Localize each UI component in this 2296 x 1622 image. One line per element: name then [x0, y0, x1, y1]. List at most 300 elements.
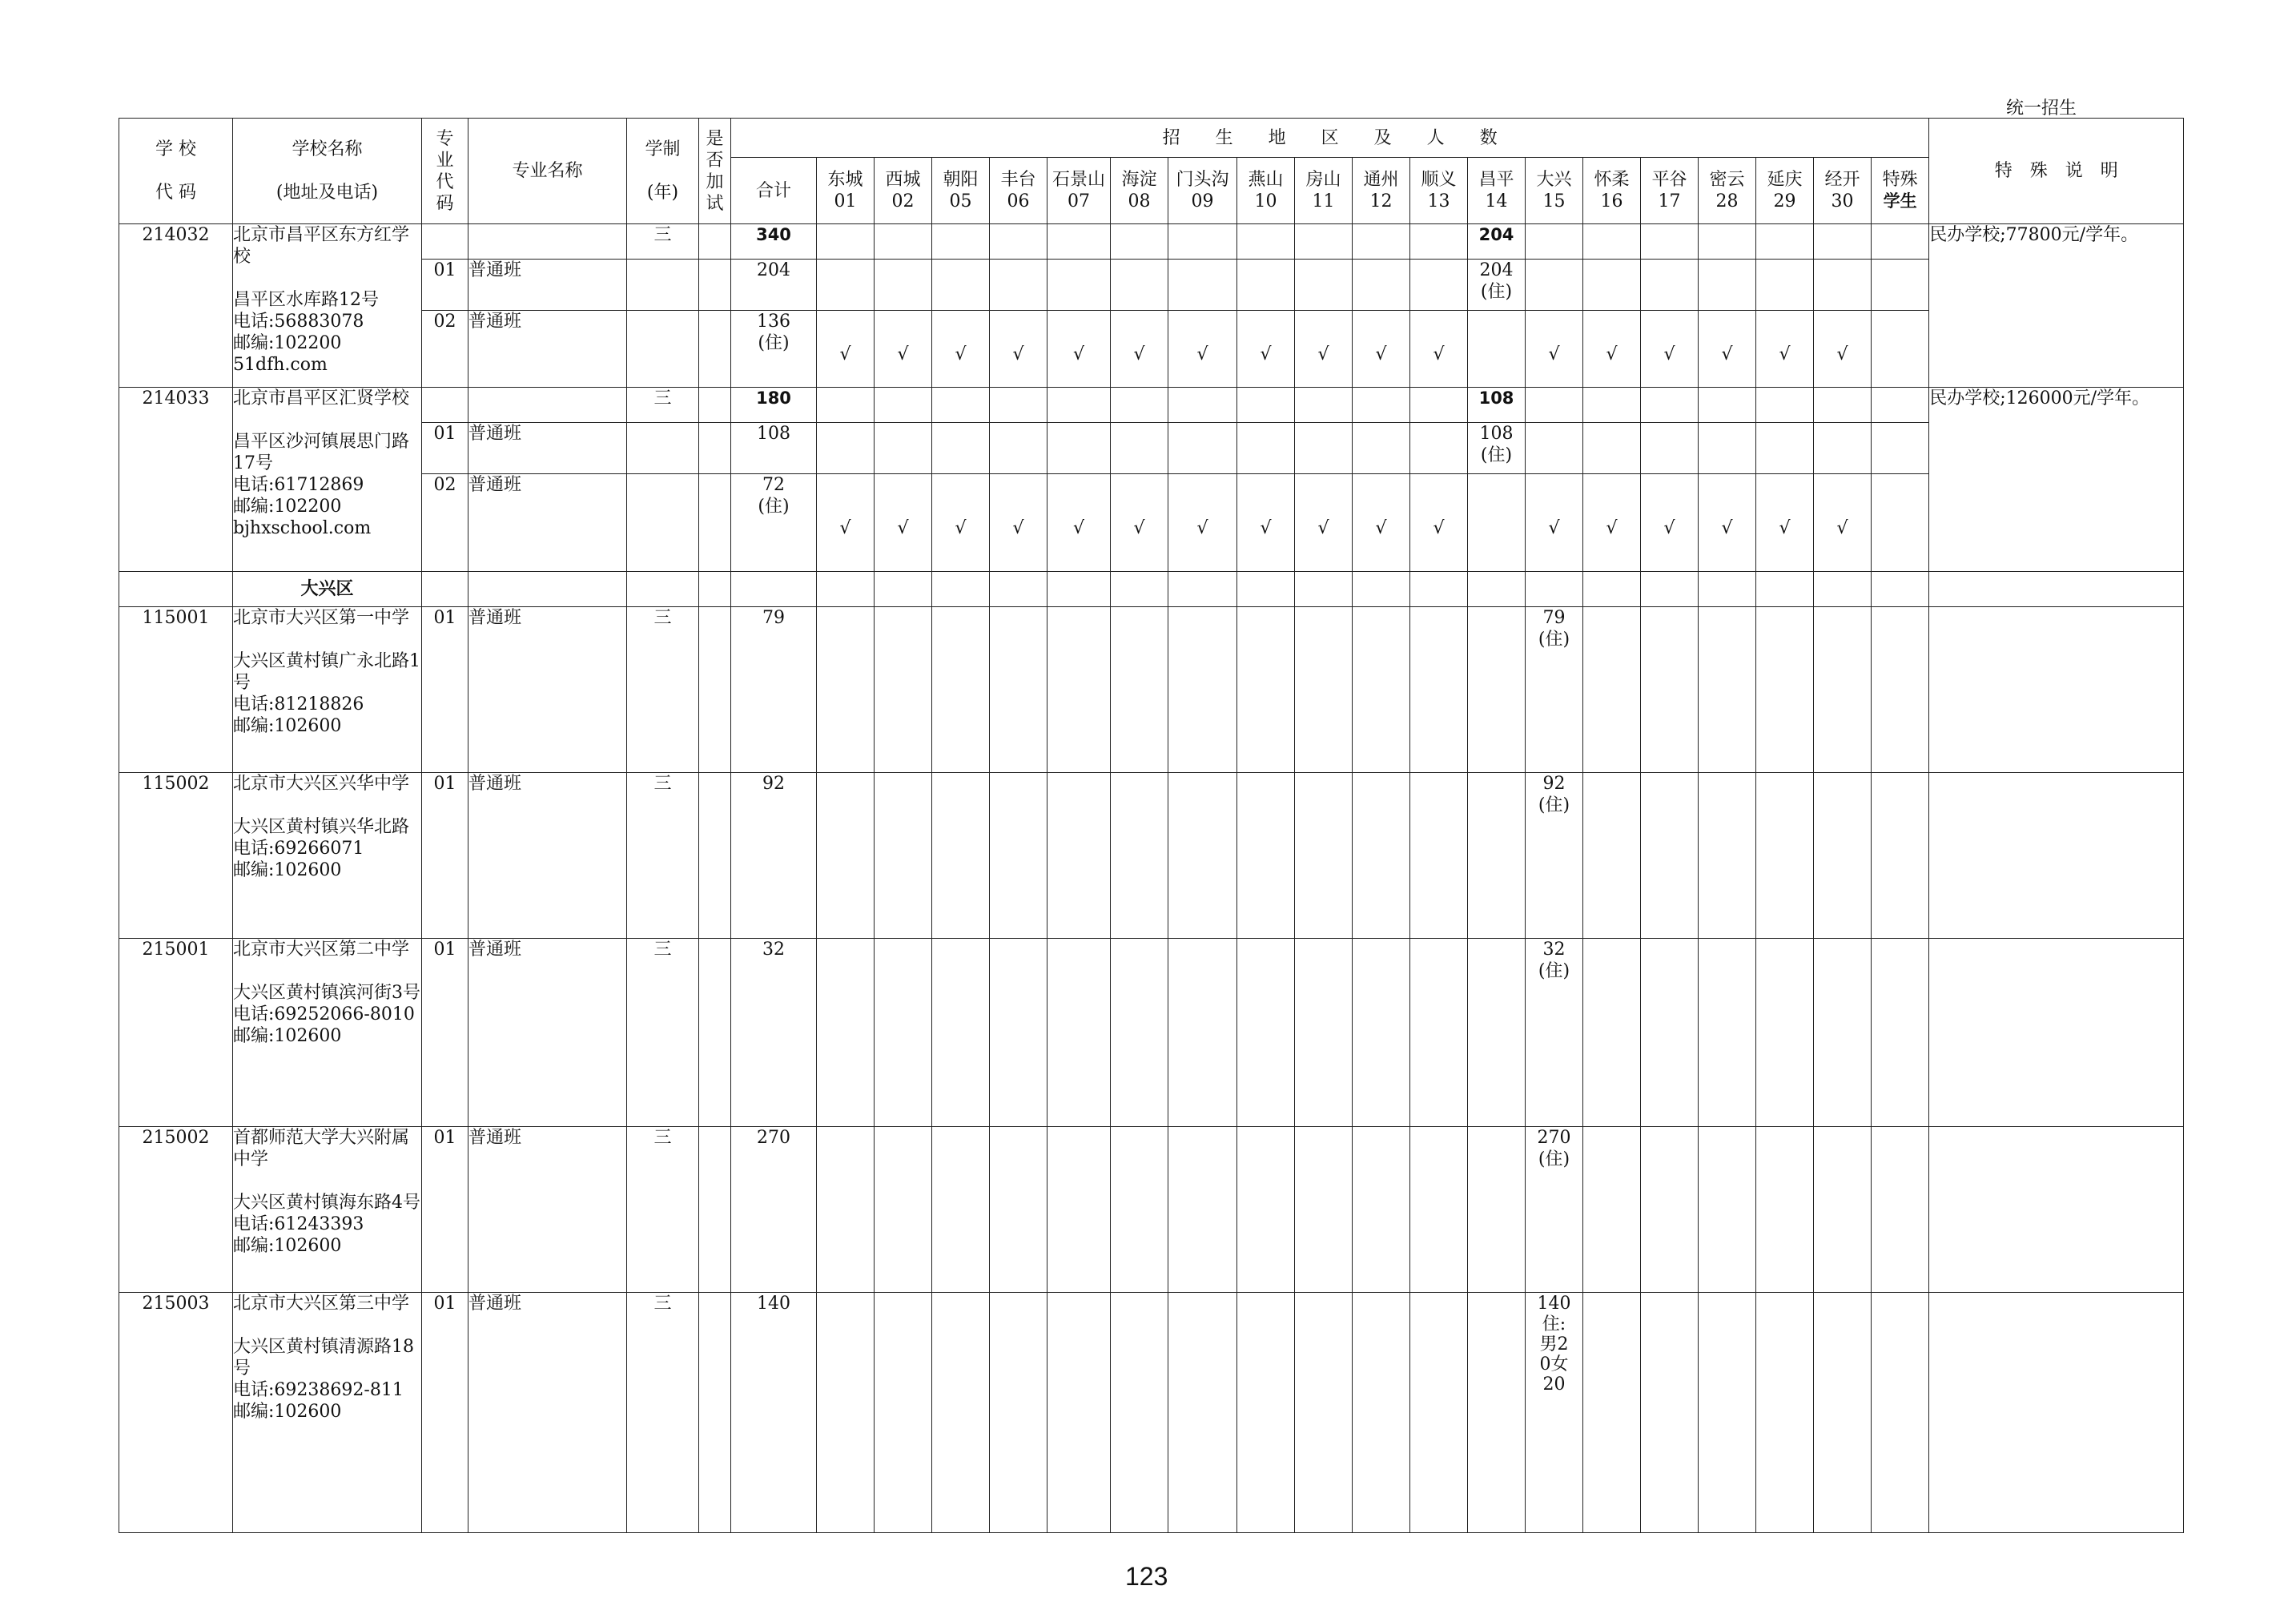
extra-test — [699, 1127, 731, 1293]
checkmark — [1814, 474, 1872, 572]
total — [731, 1293, 817, 1533]
checkmark — [875, 474, 932, 572]
special-notes — [1929, 939, 2184, 1127]
cell-text: 房山 — [1305, 170, 1341, 190]
enrollment-table — [119, 118, 2184, 1533]
cell-text: (住) — [1538, 961, 1570, 981]
cell-text: 招 生 地 区 及 人 数 — [1162, 127, 1498, 148]
region-cell — [1526, 224, 1583, 260]
cell-text: 代 码 — [155, 183, 196, 203]
page-number: 123 — [1125, 1562, 1168, 1591]
cell-text: √ — [1317, 344, 1329, 364]
region-cell — [1047, 939, 1111, 1127]
table-cell — [1047, 572, 1111, 607]
header-region — [1699, 158, 1756, 224]
header-region — [1111, 158, 1168, 224]
cell-text: 01 — [433, 424, 456, 444]
table-cell — [1699, 572, 1756, 607]
special-notes — [1929, 224, 2184, 388]
region-changping — [1468, 260, 1526, 311]
cell-text: 15 — [1542, 191, 1566, 211]
cell-text: 三 — [653, 774, 672, 794]
district-name — [233, 572, 422, 607]
region-cell — [1583, 388, 1641, 423]
cell-text: √ — [1548, 344, 1560, 364]
school-code — [119, 388, 233, 572]
major-name — [468, 388, 627, 423]
region-cell — [1295, 773, 1353, 939]
region-cell — [1756, 388, 1814, 423]
cell-text: 邮编:102600 — [233, 1026, 342, 1046]
cell-text: 01 — [834, 191, 857, 211]
cell-text: 02 — [433, 312, 456, 332]
table-cell — [817, 572, 875, 607]
region-cell — [1872, 1293, 1929, 1533]
cell-text: 17 — [1658, 191, 1681, 211]
region-cell — [1111, 260, 1168, 311]
region-cell — [1641, 224, 1699, 260]
cell-text: 79 — [1542, 608, 1566, 628]
major-name — [468, 1127, 627, 1293]
region-cell — [817, 939, 875, 1127]
cell-text: 专 — [436, 128, 454, 149]
checkmark — [1699, 311, 1756, 388]
cell-text: 05 — [949, 191, 972, 211]
header-region-title — [731, 119, 1929, 158]
cell-text: (住) — [1538, 630, 1570, 650]
cell-text: 邮编:102200 — [233, 497, 342, 517]
cell-text: 首都师范大学大兴附属中学 — [233, 1128, 410, 1169]
region-cell — [1872, 607, 1929, 773]
region-cell — [1699, 1127, 1756, 1293]
region-cell — [1410, 388, 1468, 423]
cell-text: 东城 — [827, 170, 863, 190]
cell-text: √ — [1433, 518, 1445, 538]
header-region — [1410, 158, 1468, 224]
cell-text: 三 — [653, 608, 672, 628]
cell-text: (住) — [758, 497, 790, 517]
region-cell — [1641, 1127, 1699, 1293]
table-row — [119, 773, 2184, 939]
cell-text: √ — [1260, 344, 1272, 364]
cell-text: (地址及电话) — [275, 183, 379, 203]
cell-text: 朝阳 — [943, 170, 979, 190]
header-region — [1872, 158, 1929, 224]
cell-text: 北京市昌平区东方红学校 — [233, 225, 410, 267]
cell-text: 大兴区黄村镇广永北路1号 — [233, 651, 420, 693]
cell-text: 28 — [1715, 191, 1739, 211]
header-region — [1641, 158, 1699, 224]
cell-text: 普通班 — [468, 774, 522, 794]
region-cell — [1468, 773, 1526, 939]
duration — [627, 474, 699, 572]
cell-text: 13 — [1427, 191, 1450, 211]
region-cell — [1047, 388, 1111, 423]
cell-text: 是 — [706, 128, 724, 149]
checkmark — [1353, 474, 1410, 572]
cell-text: 140 — [757, 1294, 790, 1314]
school-code — [119, 224, 233, 388]
school-name — [233, 1127, 422, 1293]
region-cell — [1111, 224, 1168, 260]
cell-text: 北京市昌平区汇贤学校 — [233, 388, 410, 409]
region-cell — [1814, 939, 1872, 1127]
table-row — [119, 388, 2184, 423]
cell-text: 大兴区黄村镇滨河街3号 — [233, 983, 420, 1003]
checkmark — [1641, 311, 1699, 388]
region-cell — [1526, 423, 1583, 474]
checkmark — [932, 474, 990, 572]
checkmark — [1168, 311, 1237, 388]
region-cell — [1699, 773, 1756, 939]
cell-text: 燕山 — [1248, 170, 1284, 190]
checkmark — [1047, 311, 1111, 388]
region-cell — [990, 388, 1047, 423]
major-name — [468, 224, 627, 260]
region-cell — [1872, 1127, 1929, 1293]
extra-test — [699, 474, 731, 572]
cell-text: √ — [839, 518, 851, 538]
cell-text: 昌平区沙河镇展思门路17号 — [233, 432, 410, 473]
cell-text: 92 — [762, 774, 785, 794]
region-cell — [1410, 224, 1468, 260]
region-changping — [1468, 224, 1526, 260]
special-notes — [1929, 1127, 2184, 1293]
table-cell — [1353, 572, 1410, 607]
table-cell — [699, 572, 731, 607]
region-cell — [1756, 939, 1814, 1127]
region-cell — [817, 1293, 875, 1533]
extra-test — [699, 773, 731, 939]
region-cell — [1410, 423, 1468, 474]
region-cell — [932, 388, 990, 423]
cell-text: 合计 — [755, 180, 791, 201]
checkmark — [1237, 474, 1295, 572]
cell-text: 昌平 — [1478, 170, 1514, 190]
cell-text: √ — [1375, 518, 1387, 538]
cell-text: bjhxschool.com — [233, 518, 372, 538]
cell-text: 邮编:102600 — [233, 1402, 342, 1422]
table-cell — [1756, 572, 1814, 607]
region-cell — [1641, 260, 1699, 311]
cell-text: 108 — [757, 424, 790, 444]
table-row — [119, 1127, 2184, 1293]
region-cell — [1111, 423, 1168, 474]
table-row — [119, 939, 2184, 1127]
cell-text: 北京市大兴区第二中学 — [233, 940, 410, 960]
cell-text: 学制 — [645, 139, 681, 159]
cell-text: 三 — [653, 1294, 672, 1314]
duration — [627, 1127, 699, 1293]
cell-text: 14 — [1485, 191, 1508, 211]
region-cell — [1168, 388, 1237, 423]
header-region — [1168, 158, 1237, 224]
cell-text: 大兴 — [1536, 170, 1572, 190]
region-cell — [817, 224, 875, 260]
school-name — [233, 939, 422, 1127]
region-cell — [1168, 260, 1237, 311]
cell-text: 01 — [433, 774, 456, 794]
region-cell — [1641, 423, 1699, 474]
region-cell — [1814, 773, 1872, 939]
cell-text: 72 — [762, 475, 785, 495]
cell-text: 邮编:102600 — [233, 1236, 342, 1256]
cell-text: 79 — [762, 608, 785, 628]
major-name — [468, 474, 627, 572]
region-cell — [990, 423, 1047, 474]
major-code — [422, 939, 468, 1127]
header-region — [1468, 158, 1526, 224]
cell-text: √ — [1196, 518, 1208, 538]
checkmark — [1756, 311, 1814, 388]
checkmark — [1295, 311, 1353, 388]
region-cell — [1641, 607, 1699, 773]
extra-test — [699, 939, 731, 1127]
region-cell — [1237, 260, 1295, 311]
header-region — [1756, 158, 1814, 224]
region-cell — [1468, 1293, 1526, 1533]
region-cell — [817, 607, 875, 773]
region-cell — [1756, 423, 1814, 474]
region-daxing — [1526, 1127, 1583, 1293]
cell-text: √ — [1375, 344, 1387, 364]
region-cell — [1295, 260, 1353, 311]
major-code — [422, 1293, 468, 1533]
region-cell — [1410, 1293, 1468, 1533]
cell-text: 码 — [436, 193, 454, 214]
cell-text: 32 — [762, 940, 785, 960]
table-cell — [875, 572, 932, 607]
cell-text: 三 — [653, 940, 672, 960]
region-cell — [817, 260, 875, 311]
duration — [627, 939, 699, 1127]
cell-text: 昌平区水库路12号 — [233, 290, 379, 310]
cell-text: 07 — [1068, 191, 1090, 211]
cell-text: √ — [1133, 344, 1145, 364]
cell-text: 270 — [1537, 1128, 1571, 1148]
major-name — [468, 773, 627, 939]
table-cell — [1468, 572, 1526, 607]
region-cell — [1583, 773, 1641, 939]
cell-text: (住) — [1480, 282, 1513, 302]
region-cell — [1756, 1127, 1814, 1293]
cell-text: 密云 — [1709, 170, 1745, 190]
cell-text: 怀柔 — [1594, 170, 1630, 190]
extra-test — [699, 260, 731, 311]
cell-text: (住) — [1538, 1149, 1570, 1169]
table-cell — [1929, 572, 2184, 607]
region-cell — [1583, 607, 1641, 773]
cell-text: 108 — [1479, 424, 1514, 444]
cell-text: 01 — [433, 1294, 456, 1314]
cell-text: 北京市大兴区第一中学 — [233, 608, 410, 628]
region-cell — [1237, 607, 1295, 773]
cell-text: √ — [1779, 518, 1791, 538]
school-name — [233, 773, 422, 939]
cell-text: √ — [1196, 344, 1208, 364]
region-cell — [1353, 1293, 1410, 1533]
special-notes — [1929, 607, 2184, 773]
cell-text: 通州 — [1363, 170, 1399, 190]
cell-text: 92 — [1542, 774, 1566, 794]
region-cell — [1295, 388, 1353, 423]
cell-text: 10 — [1254, 191, 1277, 211]
region-cell — [1756, 773, 1814, 939]
checkmark — [1047, 474, 1111, 572]
cell-text: 丰台 — [1000, 170, 1036, 190]
header-region — [1047, 158, 1111, 224]
header-extra-test — [699, 119, 731, 224]
region-cell — [1872, 474, 1929, 572]
cell-text: 12 — [1369, 191, 1393, 211]
cell-text: 特殊 — [1882, 170, 1918, 190]
region-cell — [990, 773, 1047, 939]
cell-text: 140 — [1537, 1294, 1571, 1314]
region-cell — [1295, 1127, 1353, 1293]
region-cell — [1756, 1293, 1814, 1533]
cell-text: 普通班 — [468, 475, 522, 495]
region-cell — [1353, 388, 1410, 423]
cell-text: 180 — [756, 388, 791, 408]
cell-text: 204 — [1479, 260, 1514, 280]
school-code — [119, 773, 233, 939]
major-code — [422, 311, 468, 388]
region-cell — [1872, 423, 1929, 474]
region-cell — [1295, 1293, 1353, 1533]
region-cell — [1410, 1127, 1468, 1293]
region-cell — [1468, 607, 1526, 773]
region-cell — [932, 423, 990, 474]
cell-text: 215001 — [142, 940, 210, 960]
region-cell — [1583, 1127, 1641, 1293]
major-code — [422, 388, 468, 423]
cell-text: 01 — [433, 260, 456, 280]
cell-text: 邮编:102600 — [233, 716, 342, 736]
checkmark — [1583, 474, 1641, 572]
cell-text: 06 — [1007, 191, 1030, 211]
region-cell — [1237, 224, 1295, 260]
cell-text: 电话:69252066-8010 — [233, 1004, 415, 1024]
table-cell — [1641, 572, 1699, 607]
school-name — [233, 224, 422, 388]
duration — [627, 388, 699, 423]
checkmark — [1111, 311, 1168, 388]
checkmark — [1814, 311, 1872, 388]
cell-text: 海淀 — [1121, 170, 1157, 190]
region-cell — [1526, 388, 1583, 423]
region-cell — [1353, 773, 1410, 939]
region-cell — [875, 607, 932, 773]
cell-text: 大兴区黄村镇海东路4号 — [233, 1193, 420, 1213]
table-cell — [627, 572, 699, 607]
checkmark — [875, 311, 932, 388]
region-cell — [1168, 1127, 1237, 1293]
duration — [627, 260, 699, 311]
region-cell — [1699, 607, 1756, 773]
region-cell — [1699, 388, 1756, 423]
school-code — [119, 572, 233, 607]
region-cell — [875, 388, 932, 423]
header-region — [1353, 158, 1410, 224]
table-row — [119, 423, 2184, 474]
region-cell — [1353, 939, 1410, 1127]
cell-text: 普通班 — [468, 424, 522, 444]
region-cell — [1295, 224, 1353, 260]
header-total — [731, 158, 817, 224]
cell-text: 西城 — [885, 170, 921, 190]
total — [731, 474, 817, 572]
table-row — [119, 224, 2184, 260]
cell-text: 01 — [433, 608, 456, 628]
region-cell — [1872, 311, 1929, 388]
region-cell — [1699, 423, 1756, 474]
cell-text: 214033 — [142, 388, 210, 409]
region-cell — [1295, 939, 1353, 1127]
header-duration — [627, 119, 699, 224]
region-cell — [1237, 939, 1295, 1127]
cell-text: 学校名称 — [292, 139, 363, 159]
region-cell — [990, 939, 1047, 1127]
region-cell — [1353, 423, 1410, 474]
region-cell — [1168, 939, 1237, 1127]
header-region — [1295, 158, 1353, 224]
checkmark — [1237, 311, 1295, 388]
total — [731, 423, 817, 474]
cell-text: 邮编:102200 — [233, 333, 342, 353]
region-cell — [875, 260, 932, 311]
special-notes — [1929, 1293, 2184, 1533]
region-cell — [1410, 260, 1468, 311]
region-daxing — [1526, 939, 1583, 1127]
cell-text: √ — [1606, 518, 1618, 538]
table-cell — [1111, 572, 1168, 607]
school-code — [119, 939, 233, 1127]
region-cell — [1111, 773, 1168, 939]
major-name — [468, 1293, 627, 1533]
school-code — [119, 1293, 233, 1533]
region-cell — [1583, 260, 1641, 311]
region-cell — [1699, 260, 1756, 311]
region-cell — [1468, 311, 1526, 388]
header-row — [119, 119, 2184, 158]
region-cell — [1047, 260, 1111, 311]
cell-text: 215003 — [142, 1294, 210, 1314]
cell-text: 215002 — [142, 1128, 210, 1148]
cell-text: 02 — [433, 475, 456, 495]
cell-text: 108 — [1478, 388, 1514, 408]
region-cell — [1814, 1127, 1872, 1293]
cell-text: 电话:69238692-811 — [233, 1380, 404, 1400]
region-cell — [1047, 224, 1111, 260]
total — [731, 1127, 817, 1293]
region-cell — [1872, 939, 1929, 1127]
region-cell — [932, 773, 990, 939]
table-cell — [932, 572, 990, 607]
region-cell — [875, 1127, 932, 1293]
school-code — [119, 607, 233, 773]
extra-test — [699, 311, 731, 388]
region-cell — [990, 224, 1047, 260]
cell-text: (住) — [1480, 445, 1513, 465]
cell-text: 试 — [706, 193, 724, 214]
cell-text: 普通班 — [468, 312, 522, 332]
region-daxing — [1526, 1293, 1583, 1533]
region-cell — [1237, 1293, 1295, 1533]
header-region — [1583, 158, 1641, 224]
cell-text: 民办学校;126000元/学年。 — [1929, 388, 2150, 409]
region-cell — [817, 388, 875, 423]
checkmark — [1295, 474, 1353, 572]
